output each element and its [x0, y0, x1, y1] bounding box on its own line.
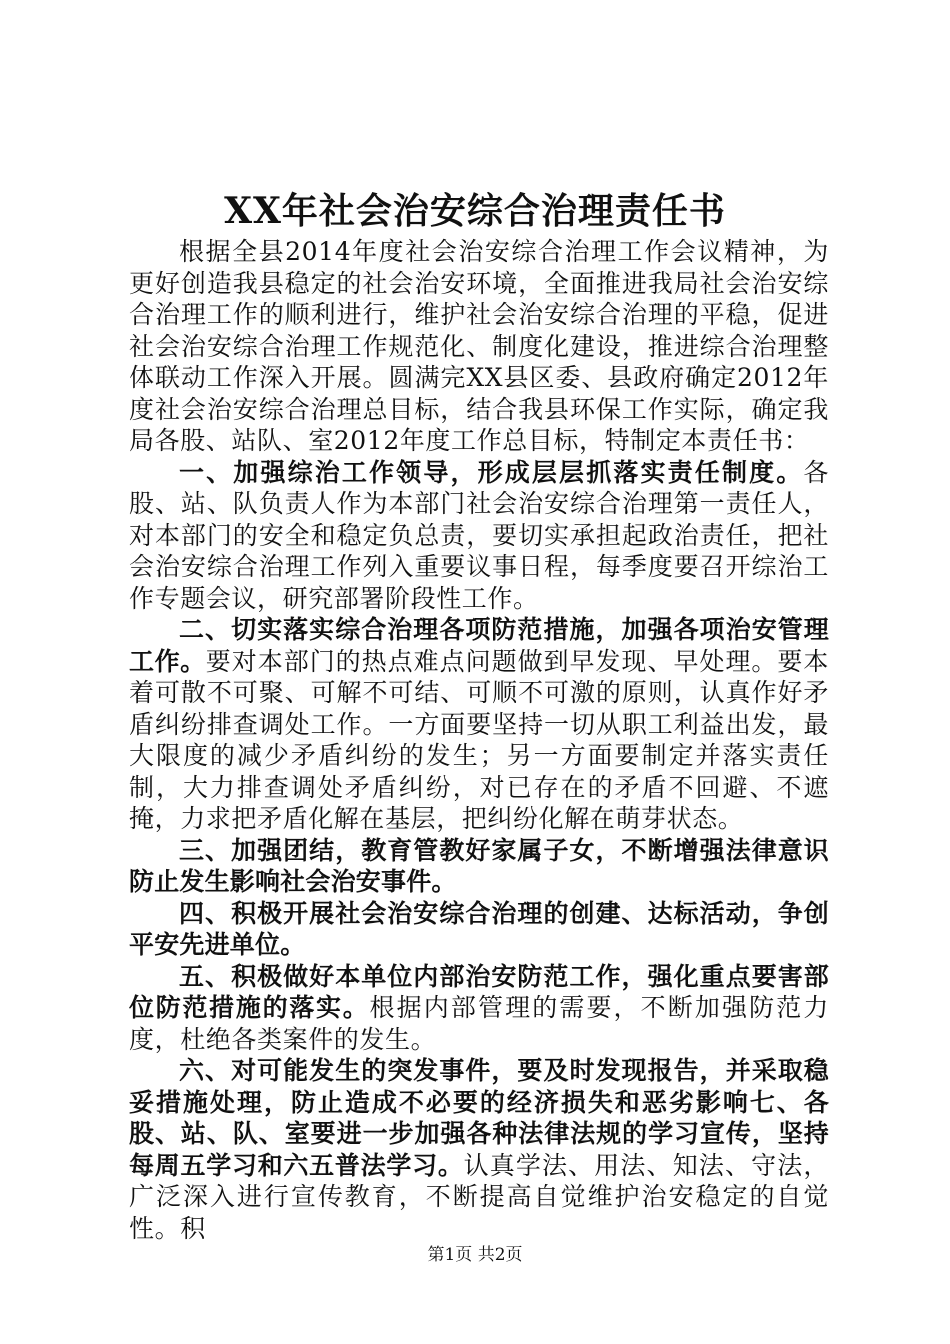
- paragraph-item-2: [129, 614, 829, 835]
- paragraph-item-4: [129, 898, 829, 961]
- document-title: XX年社会治安综合治理责任书: [224, 190, 726, 232]
- paragraph-lead: 五、积极做好本单位内部治安防范工作，强化重点要害部位防范措施的落实。: [129, 961, 829, 1022]
- paragraph-item-6: [129, 1055, 829, 1244]
- paragraph-text: 根据全县2014年度社会治安综合治理工作会议精神，为更好创造我县稳定的社会治安环境，全面推进我局社会治安综合治理工作的顺利进行，维护社会治安综合治理的平稳，促进社会治安综合治理工作规范化、制度化建设，推进综合治理整体联动工作深入开展。圆满完XX县区委、县政府确定2012年度社会治安综合治理总目标，结合我县环保工作实际，确定我局各股、站队、室2012年度工作总目标，特制定本责任书：: [129, 237, 829, 455]
- document-body: [129, 236, 829, 1244]
- paragraph-text: 要对本部门的热点难点问题做到早发现、早处理。要本着可散不可聚、可解不可结、可顺不可激的原则，认真作好矛盾纠纷排查调处工作。一方面要坚持一切从职工利益出发，最大限度的减少矛盾纠纷的发生；另一方面要制定并落实责任制，大力排查调处矛盾纠纷，对已存在的矛盾不回避、不遮掩，力求把矛盾化解在基层，把纠纷化解在萌芽状态。: [129, 646, 829, 833]
- paragraph-lead: 六、对可能发生的突发事件，要及时发现报告，并采取稳妥措施处理，防止造成不必要的经济损失和恶劣影响七、各股、站、队、室要进一步加强各种法律法规的学习宣传，坚持每周五学习和六五普法学习。: [129, 1056, 829, 1180]
- paragraph-lead: 三、加强团结，教育管教好家属子女，不断增强法律意识防止发生影响社会治安事件。: [129, 835, 829, 896]
- paragraph-text: 认真学法、用法、知法、守法，广泛深入进行宣传教育，不断提高自觉维护治安稳定的自觉性。积: [129, 1150, 829, 1243]
- paragraph-item-5: [129, 961, 829, 1056]
- paragraph-text: 各股、站、队负责人作为本部门社会治安综合治理第一责任人，对本部门的安全和稳定负总责，要切实承担起政治责任，把社会治安综合治理工作列入重要议事日程，每季度要召开综治工作专题会议，研究部署阶段性工作。: [129, 457, 829, 613]
- paragraph-lead: 二、切实落实综合治理各项防范措施，加强各项治安管理工作。: [129, 615, 829, 676]
- paragraph-intro: [129, 236, 829, 457]
- page-footer: [0, 1243, 950, 1267]
- paragraph-item-1: [129, 457, 829, 615]
- paragraph-lead: 四、积极开展社会治安综合治理的创建、达标活动，争创平安先进单位。: [129, 898, 829, 959]
- paragraph-lead: 一、加强综治工作领导，形成层层抓落实责任制度。: [179, 457, 804, 487]
- page-number-label: 第1页 共2页: [427, 1245, 523, 1265]
- paragraph-text: 根据内部管理的需要，不断加强防范力度，杜绝各类案件的发生。: [129, 993, 829, 1054]
- paragraph-item-3: [129, 835, 829, 898]
